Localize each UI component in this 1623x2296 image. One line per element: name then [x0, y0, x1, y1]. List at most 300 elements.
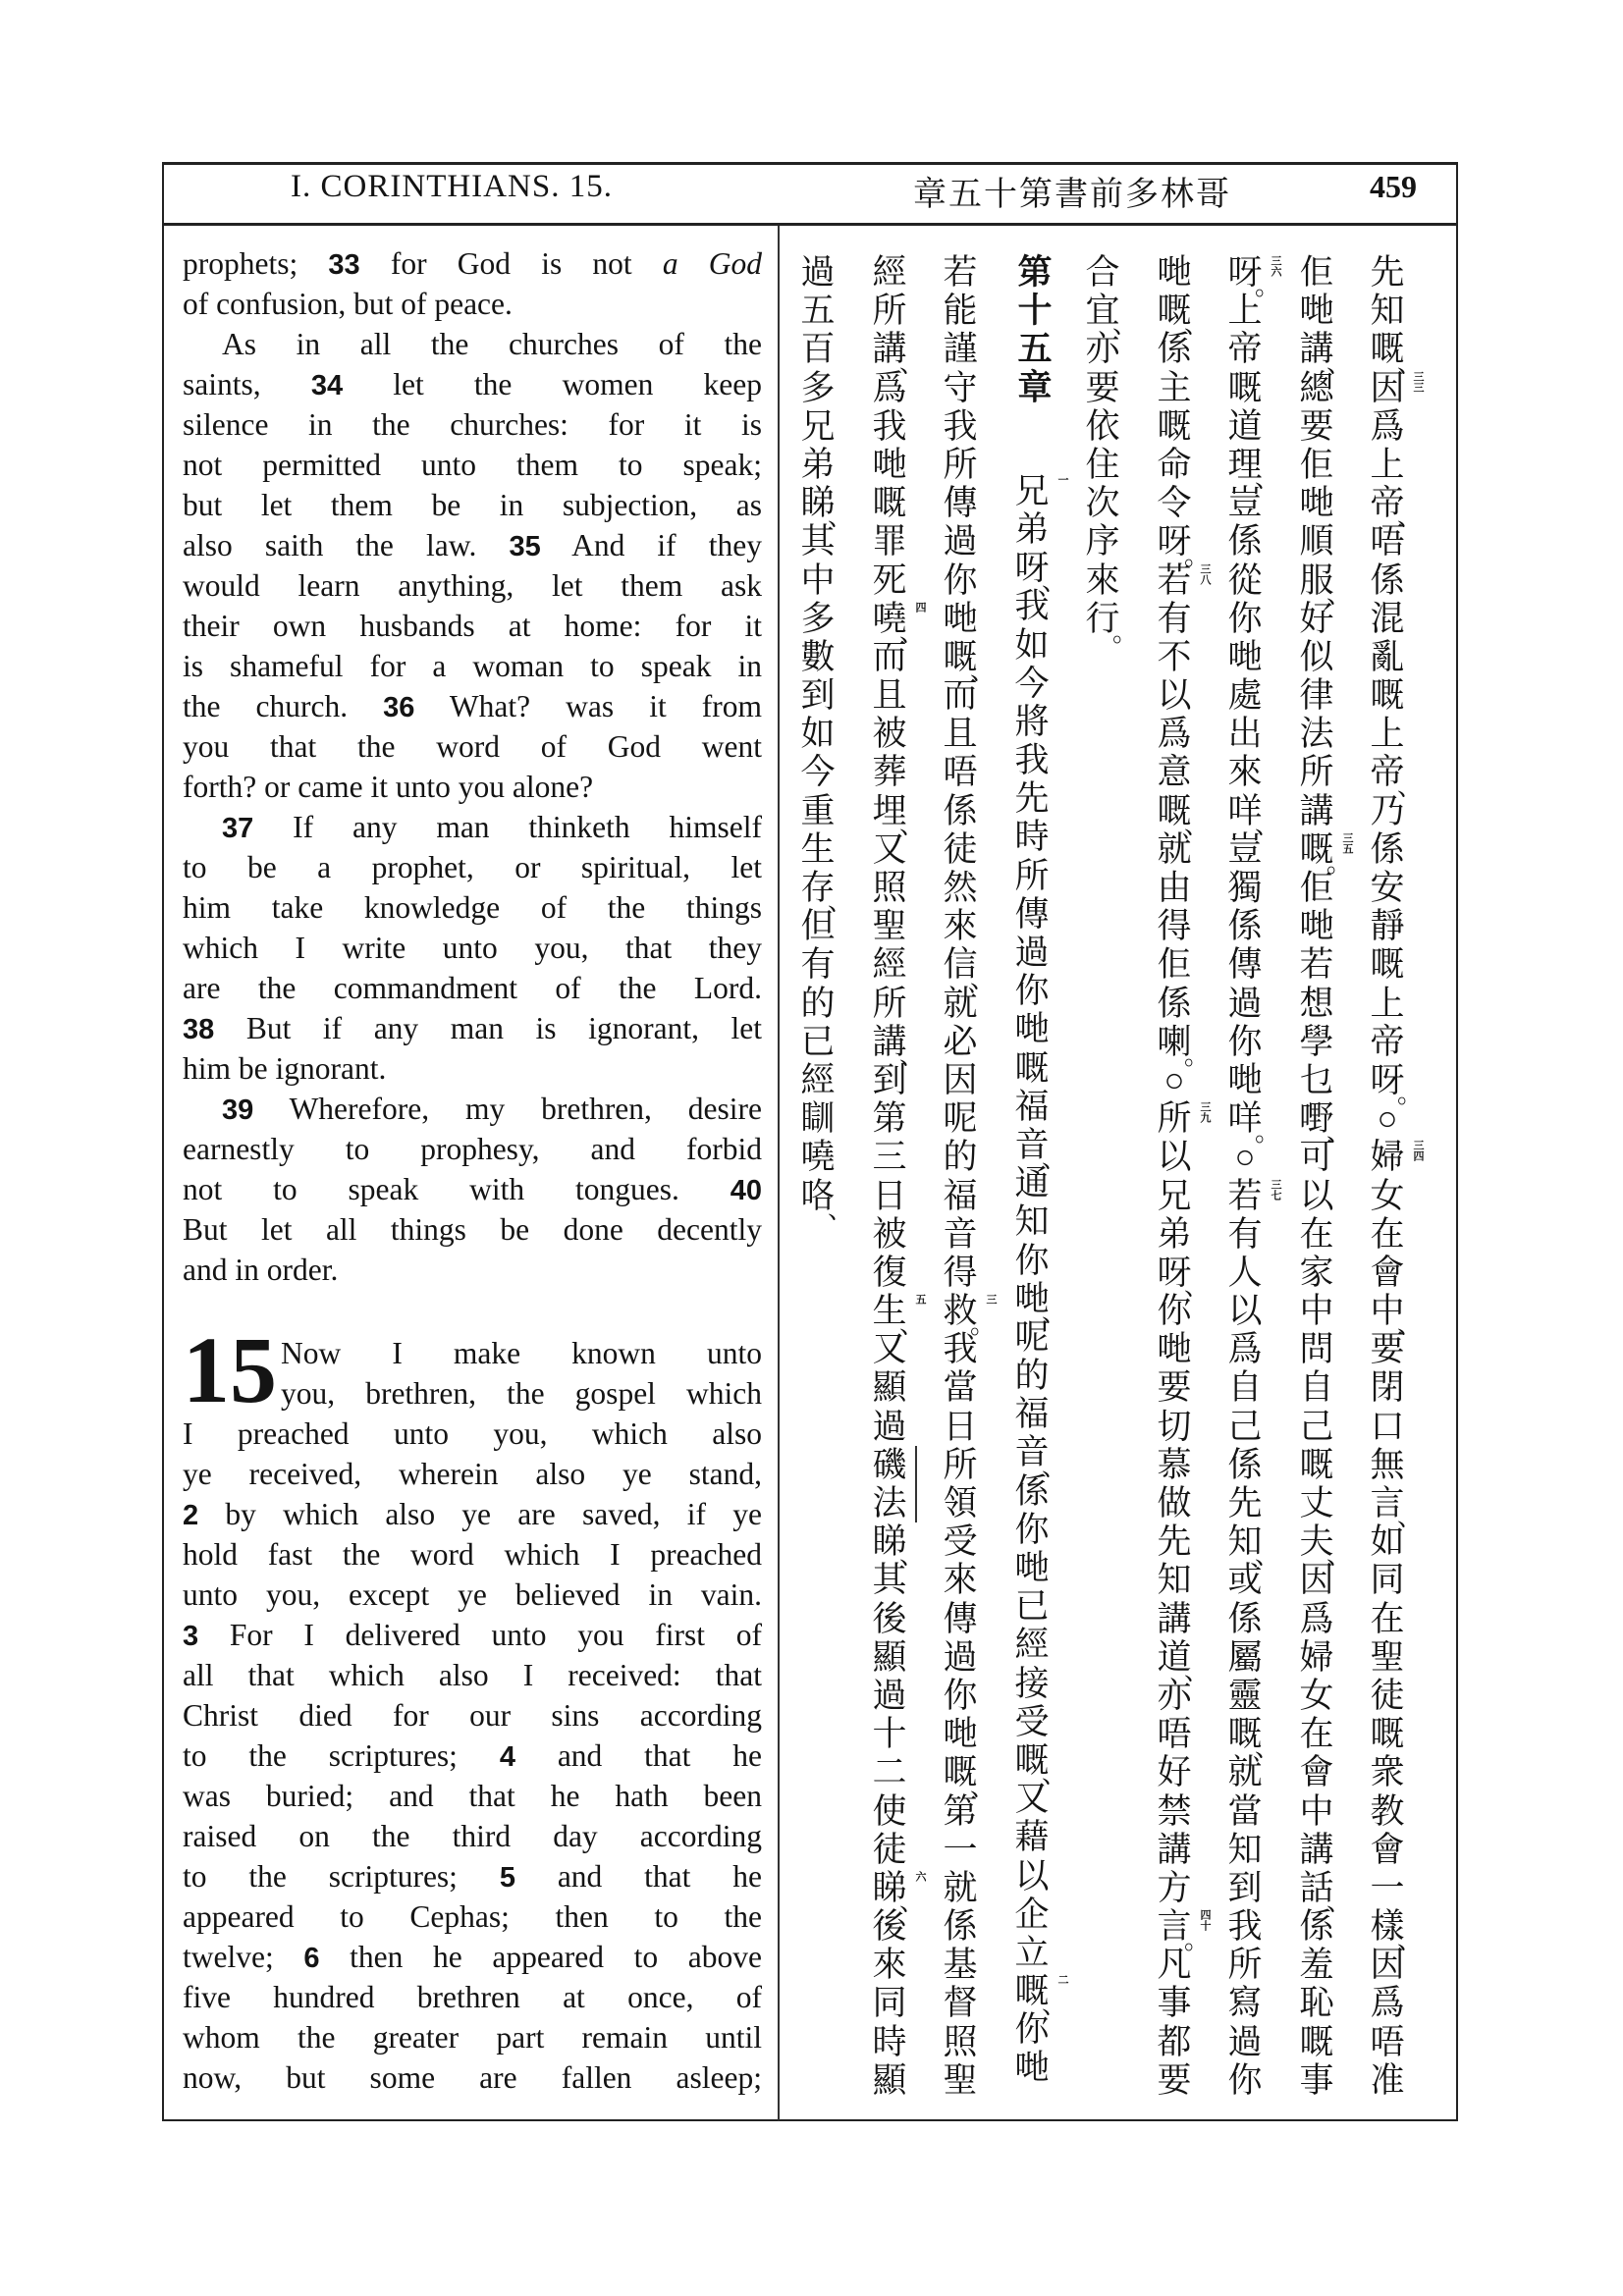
- chinese-char: 而: [943, 676, 978, 716]
- text-run: you, brethren, the gospel which: [281, 1376, 762, 1411]
- chinese-char: 次: [1085, 484, 1120, 523]
- chinese-char: 我: [1014, 741, 1050, 780]
- chinese-char: 因: [1370, 1946, 1405, 1985]
- text-line: [183, 284, 762, 324]
- chinese-char: 呀 、: [1157, 1253, 1210, 1302]
- verse-number: 3: [183, 1621, 199, 1652]
- chinese-char: 徒: [1370, 1676, 1405, 1715]
- text-line: [183, 968, 762, 1008]
- chinese-char: 所: [872, 984, 907, 1023]
- text-run: earnestly to prophesy, and forbid: [183, 1132, 762, 1166]
- chinese-char: 就: [943, 984, 978, 1023]
- text-run: for God is not: [359, 246, 663, 281]
- chinese-char: 講: [1157, 1599, 1192, 1638]
- chinese-char: 知: [1157, 1561, 1192, 1600]
- chinese-char: 好: [1157, 1753, 1192, 1792]
- text-line: [183, 1454, 762, 1494]
- punctuation-mark: 。: [969, 1310, 996, 1340]
- text-line: [183, 1008, 762, 1048]
- chinese-char: 因 三三: [1370, 368, 1424, 407]
- text-run: to the scriptures;: [183, 1859, 500, 1894]
- chinese-char: 同: [872, 1984, 907, 2023]
- chinese-char: 哋: [1299, 292, 1334, 331]
- chinese-char: 所: [943, 1445, 978, 1484]
- text-run: to be a prophet, or spiritual, let: [183, 850, 762, 884]
- punctuation-mark: 、: [1041, 1760, 1067, 1789]
- chinese-char: 係: [1370, 829, 1405, 869]
- text-line: [183, 1169, 762, 1209]
- chinese-char: 唔: [1370, 2022, 1405, 2061]
- proper-name-line: [915, 1484, 917, 1522]
- chinese-char: 數: [800, 637, 836, 676]
- chinese-char: 係: [1227, 907, 1263, 946]
- chinese-char: 藉: [1014, 1818, 1050, 1857]
- punctuation-mark: 、: [1254, 464, 1280, 494]
- chinese-char: 先: [1014, 779, 1050, 819]
- chinese-char: 理 、: [1227, 445, 1280, 494]
- chinese-char: 存 、: [800, 869, 853, 917]
- chinese-char: 過: [943, 522, 978, 561]
- chinese-char: 上: [1370, 984, 1405, 1023]
- chinese-char: 經: [872, 253, 907, 292]
- text-run: is shameful for a woman to speak in: [183, 649, 762, 683]
- text-line: [183, 1373, 762, 1414]
- chinese-char: 道 、: [1157, 1637, 1210, 1685]
- chinese-char: 講 、: [1299, 330, 1352, 378]
- punctuation-mark: 、: [1041, 1298, 1067, 1327]
- chinese-char: 若 三八: [1157, 561, 1211, 600]
- chinese-char: 督: [943, 1984, 978, 2023]
- punctuation-mark: 、: [1254, 1734, 1280, 1763]
- punctuation-mark: 。: [1396, 1080, 1423, 1109]
- punctuation-mark: 。: [1254, 1118, 1280, 1148]
- chapter-drop-cap: 15: [183, 1317, 277, 1422]
- paragraph-mark: ○: [1377, 1099, 1398, 1139]
- chinese-char: 以: [1299, 1176, 1334, 1215]
- text-line: [183, 847, 762, 887]
- chinese-char: 自: [1299, 1368, 1334, 1408]
- chinese-char: 服 、: [1299, 561, 1352, 609]
- punctuation-mark: 、: [1325, 348, 1352, 378]
- chinese-char: 經: [872, 945, 907, 985]
- running-head-char: 書: [1055, 177, 1088, 213]
- text-line: [183, 404, 762, 445]
- text-run: prophets;: [183, 246, 329, 281]
- chinese-char: 爲: [1370, 406, 1405, 446]
- chinese-char: 顯: [872, 2060, 907, 2100]
- text-line: [183, 1856, 762, 1896]
- chinese-char: 立: [1014, 1933, 1050, 1972]
- text-run: let the women keep: [343, 367, 762, 401]
- chinese-char: 話 、: [1299, 1868, 1352, 1917]
- chinese-char: 意: [1157, 753, 1192, 792]
- chinese-char: 女: [1370, 1176, 1405, 1215]
- chinese-char: 呀 。: [1157, 522, 1210, 570]
- chinese-char: 有: [1227, 1214, 1263, 1254]
- text-line: [183, 565, 762, 606]
- chinese-char: 自: [1227, 1368, 1263, 1408]
- chinese-char: 切: [1157, 1407, 1192, 1446]
- chinese-char: 羞: [1299, 1946, 1334, 1985]
- chinese-char: 係: [1370, 561, 1405, 600]
- chinese-char: 爲: [1370, 1984, 1405, 2023]
- chinese-char: 的: [943, 1138, 978, 1177]
- chinese-char: 係: [943, 1907, 978, 1947]
- punctuation-mark: 、: [1396, 503, 1423, 532]
- text-run: ye received, wherein also ye stand,: [183, 1457, 762, 1491]
- chinese-char: 學: [1299, 1022, 1334, 1061]
- chinese-char: 時: [1014, 818, 1050, 857]
- chinese-column: [1010, 253, 1068, 2088]
- text-run: which I write unto you, that they: [183, 931, 762, 965]
- text-run: For I delivered unto you first of: [198, 1618, 762, 1652]
- chinese-char: 若 三七: [1227, 1176, 1281, 1215]
- chinese-char: 方: [1157, 1868, 1192, 1907]
- chinese-char: 上: [1227, 292, 1263, 331]
- chinese-char: 嘅 、: [1227, 1715, 1280, 1763]
- chinese-char: 有: [1157, 599, 1192, 638]
- chinese-char: 被: [872, 715, 907, 754]
- text-run: And if they: [540, 528, 762, 562]
- punctuation-mark: 、: [969, 964, 996, 993]
- chinese-char: 人: [1227, 1253, 1263, 1292]
- chinese-char: 佢: [1157, 945, 1192, 985]
- text-run: five hundred brethren at once, of: [183, 1980, 762, 2014]
- punctuation-mark: 、: [1396, 1310, 1423, 1340]
- punctuation-mark: 、: [1183, 1272, 1210, 1302]
- chinese-char: 若: [943, 253, 978, 292]
- chinese-char: 領: [943, 1484, 978, 1522]
- chinese-char: 必: [943, 1022, 978, 1061]
- text-line: [183, 1209, 762, 1250]
- chinese-char: 在: [1370, 1214, 1405, 1254]
- text-run: him be ignorant.: [183, 1051, 387, 1086]
- chinese-char: 你: [1014, 1510, 1050, 1549]
- punctuation-mark: 、: [1183, 1656, 1210, 1685]
- chinese-char: 在: [1299, 1715, 1334, 1754]
- chinese-char: 二: [872, 1753, 907, 1792]
- proper-name-line: [915, 1446, 917, 1484]
- text-run: Christ died for our sins according: [183, 1698, 762, 1733]
- chinese-char: 到: [800, 676, 836, 716]
- text-line: [183, 1816, 762, 1856]
- text-run: their own husbands at home: for it: [183, 609, 762, 643]
- text-line: [183, 2057, 762, 2098]
- chinese-char: 就: [943, 1868, 978, 1907]
- chinese-char: 所: [943, 445, 978, 484]
- chinese-char: 由: [1157, 869, 1192, 907]
- text-run: to the scriptures;: [183, 1738, 500, 1773]
- chinese-char: 獨: [1227, 869, 1263, 907]
- chinese-char: 就: [1157, 829, 1192, 869]
- text-run: whom the greater part remain until: [183, 2020, 762, 2055]
- chinese-char: 無: [1370, 1445, 1405, 1484]
- chinese-char: 住: [1085, 445, 1120, 484]
- chinese-char: 講: [1299, 791, 1334, 830]
- chinese-char: 會: [1370, 1830, 1405, 1869]
- chinese-char: 慕: [1157, 1445, 1192, 1484]
- chinese-char: 知: [1014, 1202, 1050, 1242]
- chinese-char: 夫 、: [1299, 1522, 1352, 1571]
- text-run: not permitted unto them to speak;: [183, 448, 762, 482]
- paragraph-mark: ○: [1234, 1138, 1256, 1177]
- chinese-char: 來: [872, 1946, 907, 1985]
- chinese-char: 徒: [943, 829, 978, 869]
- chinese-char: 事: [1157, 1984, 1192, 2023]
- chinese-char: 係: [943, 791, 978, 830]
- chinese-column: [1295, 253, 1353, 2100]
- chinese-char: 問: [1299, 1330, 1334, 1369]
- chinese-char: 先: [1370, 253, 1405, 292]
- punctuation-mark: 、: [827, 503, 853, 532]
- chinese-char: 三: [872, 1138, 907, 1177]
- chinese-column: [796, 253, 853, 1224]
- chinese-char: 睇 、: [800, 484, 853, 532]
- chinese-char: 哋: [1227, 1060, 1263, 1099]
- chinese-char: 哋: [943, 599, 978, 638]
- chinese-char: 弟: [1157, 1214, 1192, 1254]
- chinese-char: 所: [1227, 1946, 1263, 1985]
- english-text-column: [183, 243, 762, 2098]
- chinese-char: 來: [1085, 561, 1120, 600]
- chinese-char: 咩 。: [1227, 1099, 1280, 1148]
- chinese-char: 哋: [1157, 1330, 1192, 1369]
- chinese-char: 事: [1299, 2060, 1334, 2100]
- verse-number: 4: [499, 1741, 515, 1773]
- chinese-char: 要: [1085, 368, 1120, 407]
- text-run: I preached unto you, which also: [183, 1416, 762, 1451]
- chinese-column: [1081, 253, 1138, 647]
- text-line: [183, 1896, 762, 1937]
- punctuation-mark: 、: [1325, 1888, 1352, 1917]
- chinese-char: 信 、: [943, 945, 996, 993]
- chinese-char: 佢: [1299, 253, 1334, 292]
- chinese-char: 時: [872, 2022, 907, 2061]
- chinese-char: 生: [800, 829, 836, 869]
- chinese-char: 若: [1299, 945, 1334, 985]
- chinese-char: 嘅 、: [1014, 1740, 1067, 1789]
- chinese-char: 亦: [1157, 1676, 1192, 1715]
- chinese-char: 乜: [1299, 1060, 1334, 1099]
- chinese-char: 復: [872, 1253, 907, 1292]
- punctuation-mark: 。: [1183, 1926, 1210, 1955]
- verse-number: 三五: [1341, 831, 1353, 854]
- chinese-char: 不: [1157, 637, 1192, 676]
- punctuation-mark: 、: [1183, 810, 1210, 839]
- chinese-char: 同: [1370, 1561, 1405, 1600]
- chinese-char: 順: [1299, 522, 1334, 561]
- chinese-char: 你: [943, 561, 978, 600]
- chinese-char: 女: [1299, 1676, 1334, 1715]
- chinese-char: 如: [1014, 625, 1050, 665]
- punctuation-mark: 。: [1183, 541, 1210, 570]
- chinese-char: 嘅: [1370, 945, 1405, 985]
- text-run: saints,: [183, 367, 311, 401]
- chinese-char: 令: [1157, 484, 1192, 523]
- chinese-char: 在: [1299, 1214, 1334, 1254]
- chinese-char: 呀 、: [1014, 549, 1067, 597]
- chinese-char: 你: [1014, 2010, 1050, 2050]
- chinese-char: 今: [1014, 664, 1050, 703]
- verse-number: 39: [222, 1095, 254, 1126]
- chinese-char: 但: [800, 907, 836, 946]
- chinese-char: 而: [872, 637, 907, 676]
- chinese-char: 百: [800, 330, 836, 369]
- text-run: you that the word of God went: [183, 729, 762, 764]
- verse-number: 5: [499, 1862, 515, 1894]
- chinese-char: 係: [1227, 1599, 1263, 1638]
- chinese-char: 音 、: [1014, 1433, 1067, 1481]
- chinese-char: 哋: [1299, 484, 1334, 523]
- text-line: [183, 1695, 762, 1735]
- text-run: twelve;: [183, 1940, 304, 1974]
- chinese-char: 呢: [943, 1099, 978, 1139]
- chinese-char: 命: [1157, 445, 1192, 484]
- punctuation-mark: 、: [827, 1195, 853, 1224]
- chinese-char: 過: [1227, 984, 1263, 1023]
- verse-number: 2: [183, 1500, 199, 1531]
- text-run: all that which also I received: that: [183, 1658, 762, 1692]
- chinese-char: 婦 三四: [1370, 1138, 1424, 1177]
- chinese-char: 咩 、: [1227, 791, 1280, 839]
- chinese-char: 總: [1299, 368, 1334, 407]
- punctuation-mark: 、: [1325, 1541, 1352, 1571]
- chinese-char: 埋 、: [872, 791, 925, 839]
- chinese-column: [1153, 253, 1211, 2100]
- chinese-char: 禁: [1157, 1791, 1192, 1831]
- text-run: him take knowledge of the things: [183, 890, 762, 925]
- text-line: [183, 767, 762, 807]
- chinese-char: 日: [943, 1407, 978, 1446]
- text-line: [183, 1414, 762, 1454]
- chinese-char: 你: [1014, 1241, 1050, 1280]
- chinese-char: 樣 、: [1370, 1907, 1423, 1955]
- chinese-char: 講 、: [872, 330, 925, 378]
- chinese-char: 閉: [1370, 1368, 1405, 1408]
- chinese-char: 爲: [872, 368, 907, 407]
- chinese-char: 主: [1157, 368, 1192, 407]
- chinese-char: 將: [1014, 702, 1050, 741]
- chinese-char: 係: [1227, 1445, 1263, 1484]
- text-run: and that he: [514, 1859, 763, 1894]
- chinese-char: 今: [800, 753, 836, 792]
- punctuation-mark: 、: [1254, 1541, 1280, 1571]
- punctuation-mark: 、: [1396, 1503, 1423, 1532]
- chinese-char: 爲: [1227, 1330, 1263, 1369]
- page-number: 459: [1370, 169, 1417, 204]
- chinese-char: 寫: [1227, 1984, 1263, 2023]
- chinese-char: 接: [1014, 1664, 1050, 1703]
- text-run: was buried; and that he hath been: [183, 1779, 762, 1813]
- chinese-char: 律: [1299, 676, 1334, 716]
- chinese-char: 我: [1014, 587, 1050, 626]
- text-run: of confusion, but of peace.: [183, 287, 513, 321]
- chinese-char: 所: [1014, 856, 1050, 895]
- verse-number: 40: [730, 1175, 762, 1206]
- chinese-char: 佢: [1299, 869, 1334, 907]
- chinese-char: 傳: [1227, 945, 1263, 985]
- chinese-char: 嘅: [1299, 1445, 1334, 1484]
- chinese-char: 來: [1227, 753, 1263, 792]
- chinese-char: 謹: [943, 330, 978, 369]
- chinese-char: 喇 。: [1157, 1022, 1210, 1070]
- header-rule: [162, 223, 1458, 226]
- chinese-char: 睇 、: [872, 1522, 925, 1571]
- chinese-char: 帝 、: [1370, 484, 1423, 532]
- text-run: silence in the churches: for it is: [183, 407, 762, 442]
- chinese-char: 過: [943, 1637, 978, 1677]
- running-head-char: 十: [984, 177, 1017, 213]
- chinese-char: 顯: [872, 1368, 907, 1408]
- punctuation-mark: 、: [898, 810, 925, 839]
- text-line: [183, 1735, 762, 1776]
- chinese-char: 弟: [800, 445, 836, 484]
- chinese-char: 係: [1014, 1471, 1050, 1511]
- punctuation-mark: 、: [969, 1772, 996, 1801]
- chinese-char: 嘅: [1370, 676, 1405, 716]
- text-run: But let all things be done decently: [183, 1212, 762, 1247]
- chinese-char: 所 三九: [1157, 1099, 1211, 1139]
- chinese-char: 合: [1085, 253, 1120, 292]
- punctuation-mark: 、: [1041, 1145, 1067, 1174]
- chinese-char: 或: [1227, 1561, 1263, 1600]
- verse-number: 三: [985, 1294, 997, 1306]
- chinese-char: 婦: [1299, 1637, 1334, 1677]
- chinese-char: 有: [800, 945, 836, 985]
- chinese-char: 佢: [1299, 445, 1334, 484]
- chinese-char: 哋: [1157, 253, 1192, 292]
- punctuation-mark: 、: [898, 1041, 925, 1070]
- chinese-char: 你: [1227, 1022, 1263, 1061]
- punctuation-mark: 、: [898, 617, 925, 647]
- verse-number: 三六: [1270, 255, 1281, 277]
- chinese-char: 如: [1370, 1522, 1405, 1562]
- chinese-char: 在: [1370, 1599, 1405, 1638]
- chinese-char: 哋: [872, 445, 907, 484]
- punctuation-mark: 、: [1041, 1452, 1067, 1481]
- chinese-char: 傳: [1014, 894, 1050, 934]
- chinese-char: 過: [1227, 2022, 1263, 2061]
- chinese-char: 序: [1085, 522, 1120, 561]
- chinese-char: 因: [943, 1060, 978, 1099]
- text-line: [183, 1089, 762, 1129]
- chinese-char: 又: [872, 829, 907, 869]
- text-line: [183, 646, 762, 686]
- chinese-char: 已: [1014, 1587, 1050, 1627]
- punctuation-mark: 、: [1183, 310, 1210, 340]
- verse-number: 三七: [1270, 1178, 1281, 1201]
- chinese-char: 其: [872, 1561, 907, 1600]
- text-run: raised on the third day according: [183, 1819, 762, 1853]
- chinese-char: 日: [872, 1176, 907, 1215]
- chinese-char: 過: [1014, 934, 1050, 973]
- chinese-char: 你: [1227, 599, 1263, 638]
- chinese-char: 受: [943, 1522, 978, 1562]
- chinese-char: 嘅: [1299, 2022, 1334, 2061]
- chinese-char: 口: [1370, 1407, 1405, 1446]
- chinese-char: 哋: [943, 1715, 978, 1754]
- chinese-char: 生 、 五: [872, 1292, 926, 1340]
- punctuation-mark: 。: [1325, 849, 1352, 878]
- punctuation-mark: 、: [827, 887, 853, 917]
- chinese-char: 法: [1299, 715, 1334, 754]
- chinese-char: 言 。 四十: [1157, 1907, 1211, 1955]
- chinese-char: 做: [1157, 1484, 1192, 1522]
- punctuation-mark: 、: [1041, 1991, 1067, 2020]
- running-head-char: 多: [1125, 177, 1159, 213]
- chinese-char: 要: [1157, 1368, 1192, 1408]
- verse-number: 五: [914, 1294, 926, 1306]
